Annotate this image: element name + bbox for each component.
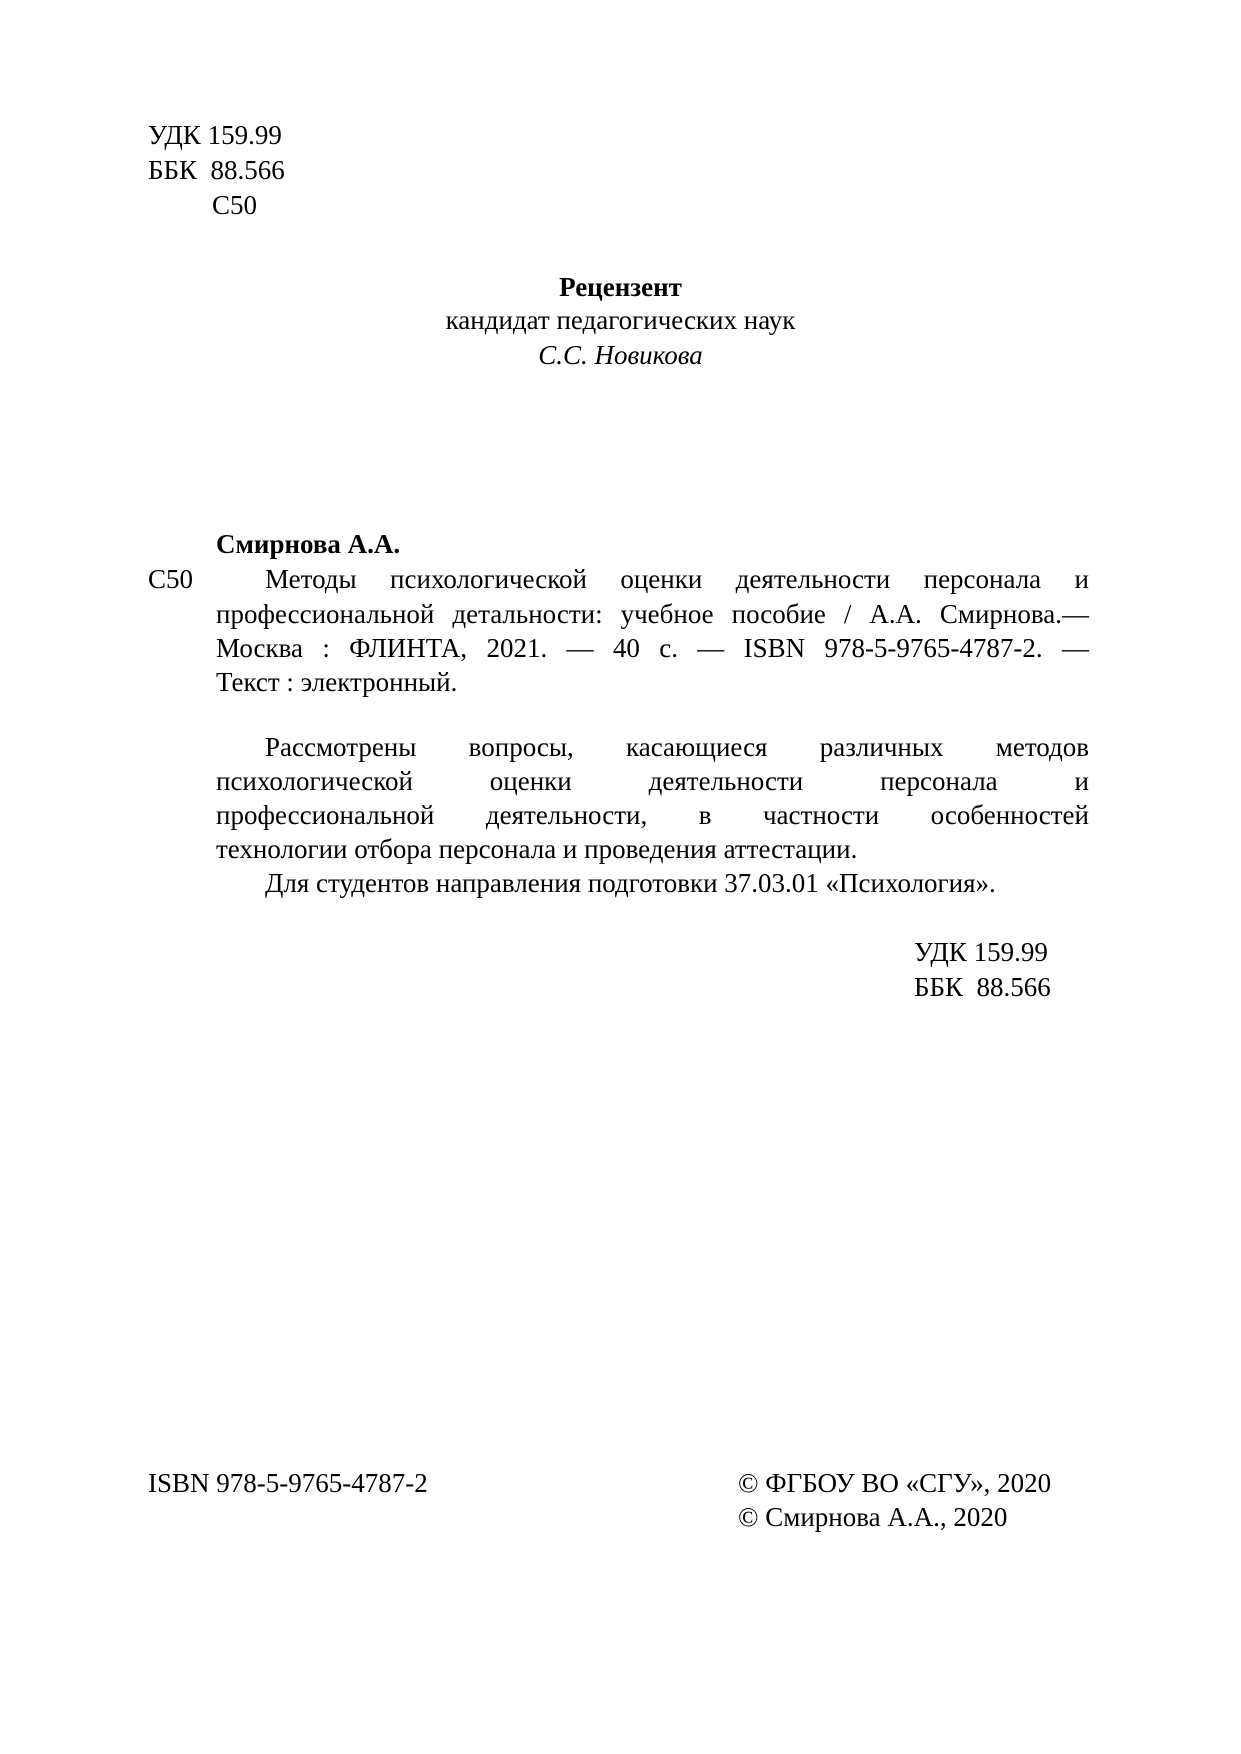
catalog-line-4: Текст : электронный. — [216, 667, 458, 697]
author-mark-top: С50 — [212, 190, 258, 220]
reviewer-degree: кандидат педагогических наук — [445, 305, 796, 335]
reviewer-heading: Рецензент — [559, 272, 682, 302]
annotation-line-2: психологической оценки деятельности персонала и — [216, 766, 1089, 796]
udk-code-bottom: УДК 159.99 — [914, 937, 1048, 967]
annotation-audience: Для студентов направления подготовки 37.03.01 «Психология». — [265, 868, 996, 898]
bbk-code-top: ББК 88.566 — [148, 155, 285, 185]
isbn-footer: ISBN 978-5-9765-4787-2 — [148, 1468, 428, 1498]
annotation-line-1: Рассмотрены вопросы, касающиеся различных методов — [265, 732, 1089, 762]
copyright-author: © Смирнова А.А., 2020 — [738, 1502, 1008, 1532]
catalog-line-3: Москва : ФЛИНТА, 2021. — 40 с. — ISBN 978-5-9765-4787-2. — — [216, 633, 1089, 663]
reviewer-name: С.С. Новикова — [538, 340, 703, 370]
udk-code-top: УДК 159.99 — [148, 120, 282, 150]
catalog-author: Смирнова А.А. — [216, 529, 401, 559]
annotation-line-3: профессиональной деятельности, в частности особенностей — [216, 800, 1089, 830]
catalog-line-2: профессиональной детальности: учебное пособие / А.А. Смирнова.— — [216, 599, 1089, 629]
catalog-line-1: Методы психологической оценки деятельности персонала и — [265, 564, 1089, 594]
annotation-line-4: технологии отбора персонала и проведения аттестации. — [216, 834, 858, 864]
bbk-code-bottom: ББК 88.566 — [914, 972, 1051, 1002]
catalog-mark: С50 — [148, 564, 194, 594]
copyright-organization: © ФГБОУ ВО «СГУ», 2020 — [738, 1468, 1052, 1498]
